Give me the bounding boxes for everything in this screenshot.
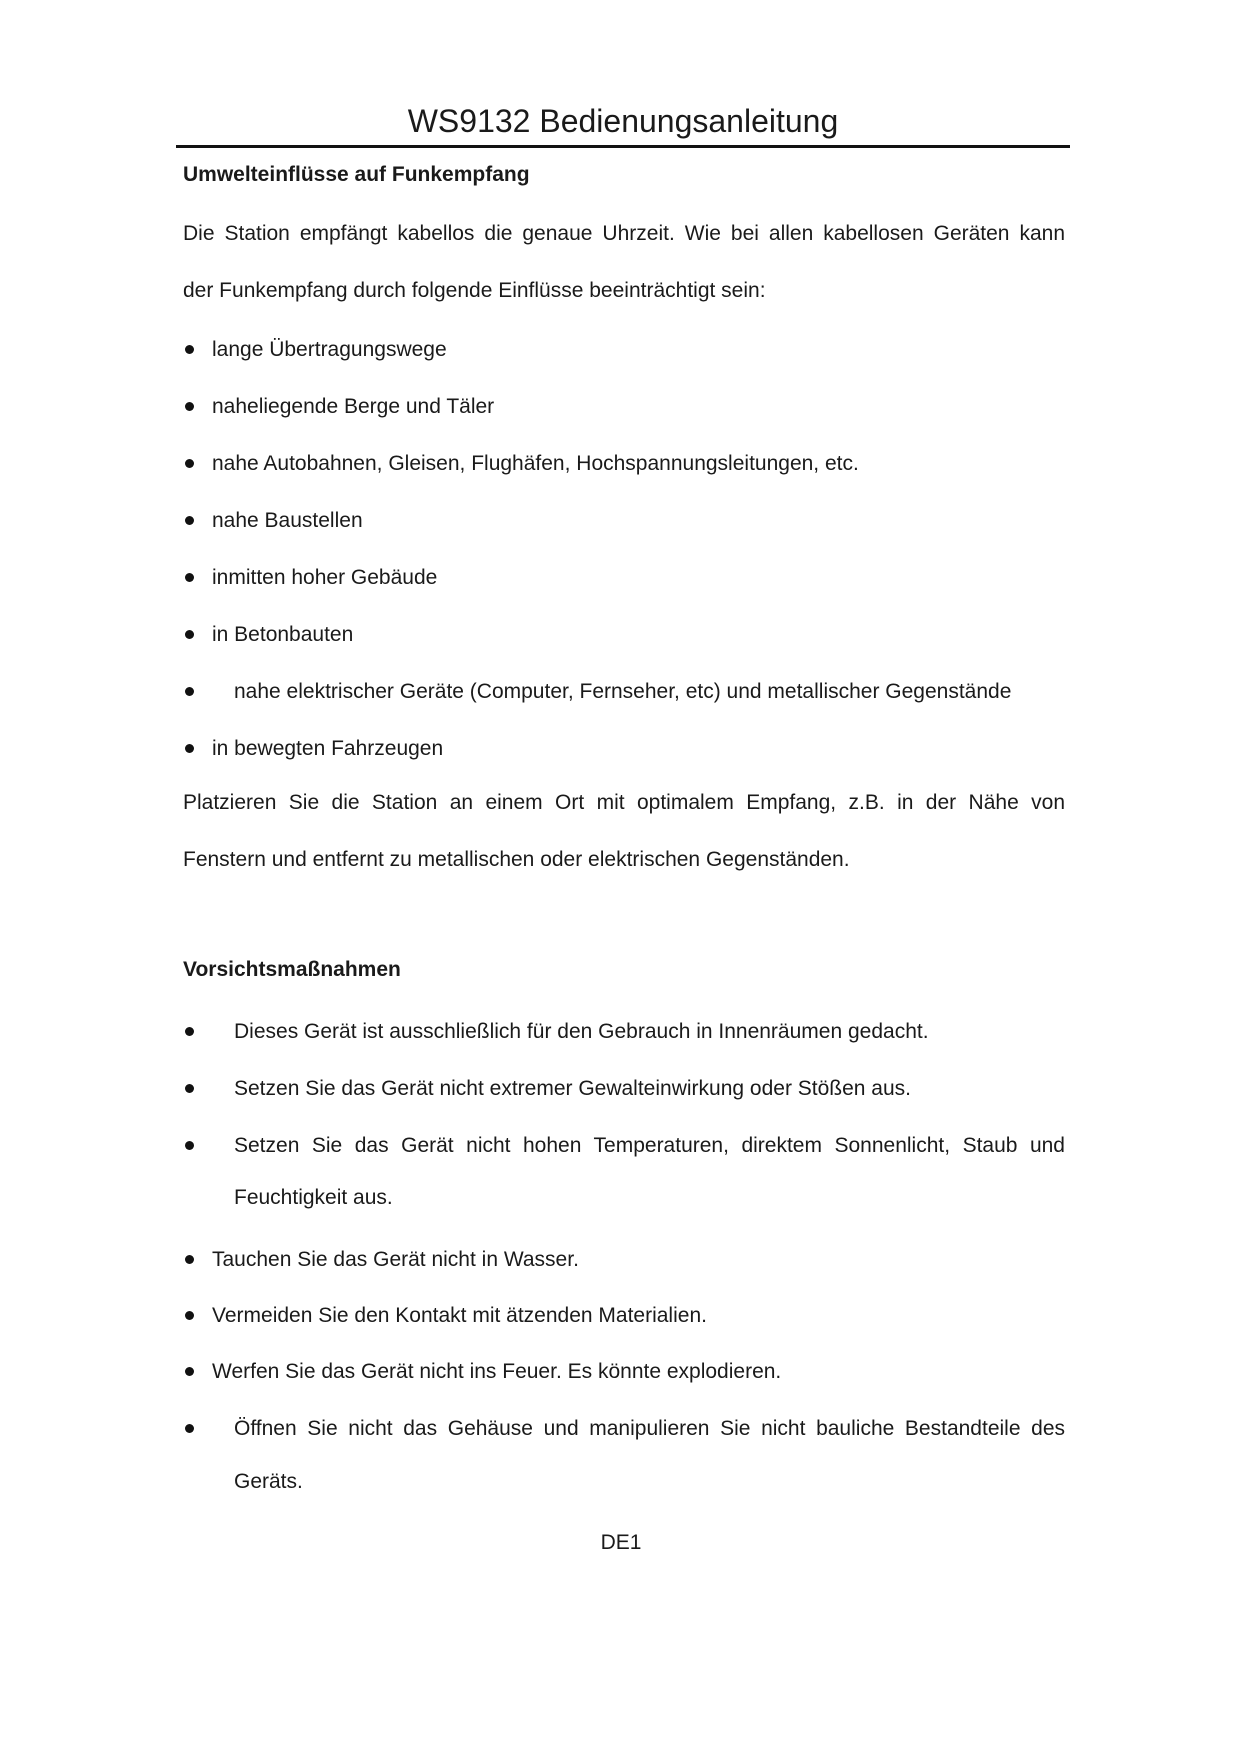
bullet-icon [185,687,194,696]
section-heading-precautions: Vorsichtsmaßnahmen [183,958,401,981]
intro-line: Die Station empfängt kabellos die genaue Uhrzeit. Wie bei allen kabellosen Geräten kann [183,222,1065,245]
advice-line: Platzieren Sie die Station an einem Ort mit optimalem Empfang, z.B. in der Nähe von [183,791,1065,814]
list-item-text: nahe Baustellen [212,509,363,532]
list-item-text: in Betonbauten [212,623,354,646]
list-item-text: Tauchen Sie das Gerät nicht in Wasser. [212,1248,579,1271]
list-item-text: nahe Autobahnen, Gleisen, Flughäfen, Hochspannungsleitungen, etc. [212,452,859,475]
list-item-text: Feuchtigkeit aus. [234,1186,393,1209]
bullet-icon [185,402,194,411]
list-item-text: naheliegende Berge und Täler [212,395,495,418]
bullet-icon [185,573,194,582]
bullet-icon [185,1424,194,1433]
bullet-icon [185,1141,194,1150]
list-item-text: Setzen Sie das Gerät nicht hohen Temperaturen, direktem Sonnenlicht, Staub und [234,1134,1065,1157]
bullet-icon [185,1255,194,1264]
bullet-icon [185,630,194,639]
bullet-icon [185,345,194,354]
list-item-text: inmitten hoher Gebäude [212,566,438,589]
list-item-text: lange Übertragungswege [212,338,447,361]
list-item-text: nahe elektrischer Geräte (Computer, Fernseher, etc) und metallischer Gegenstände [234,680,1012,703]
list-item-text: Werfen Sie das Gerät nicht ins Feuer. Es könnte explodieren. [212,1360,782,1383]
list-item-text: Vermeiden Sie den Kontakt mit ätzenden Materialien. [212,1304,707,1327]
page-number: DE1 [600,1531,642,1554]
advice-line: Fenstern und entfernt zu metallischen oder elektrischen Gegenständen. [183,848,850,871]
bullet-icon [185,1367,194,1376]
page-title: WS9132 Bedienungsanleitung [407,103,839,139]
intro-line: der Funkempfang durch folgende Einflüsse beeinträchtigt sein: [183,279,766,302]
list-item-text: Öffnen Sie nicht das Gehäuse und manipulieren Sie nicht bauliche Bestandteile des [234,1417,1065,1440]
title-underline [176,145,1070,148]
bullet-icon [185,516,194,525]
list-item-text: Dieses Gerät ist ausschließlich für den Gebrauch in Innenräumen gedacht. [234,1020,929,1043]
section-heading-reception: Umwelteinflüsse auf Funkempfang [183,163,530,186]
list-item-text: Setzen Sie das Gerät nicht extremer Gewalteinwirkung oder Stößen aus. [234,1077,912,1100]
list-item-text: in bewegten Fahrzeugen [212,737,444,760]
bullet-icon [185,1311,194,1320]
bullet-icon [185,459,194,468]
bullet-icon [185,1084,194,1093]
list-item-text: Geräts. [234,1470,303,1493]
bullet-icon [185,744,194,753]
bullet-icon [185,1027,194,1036]
